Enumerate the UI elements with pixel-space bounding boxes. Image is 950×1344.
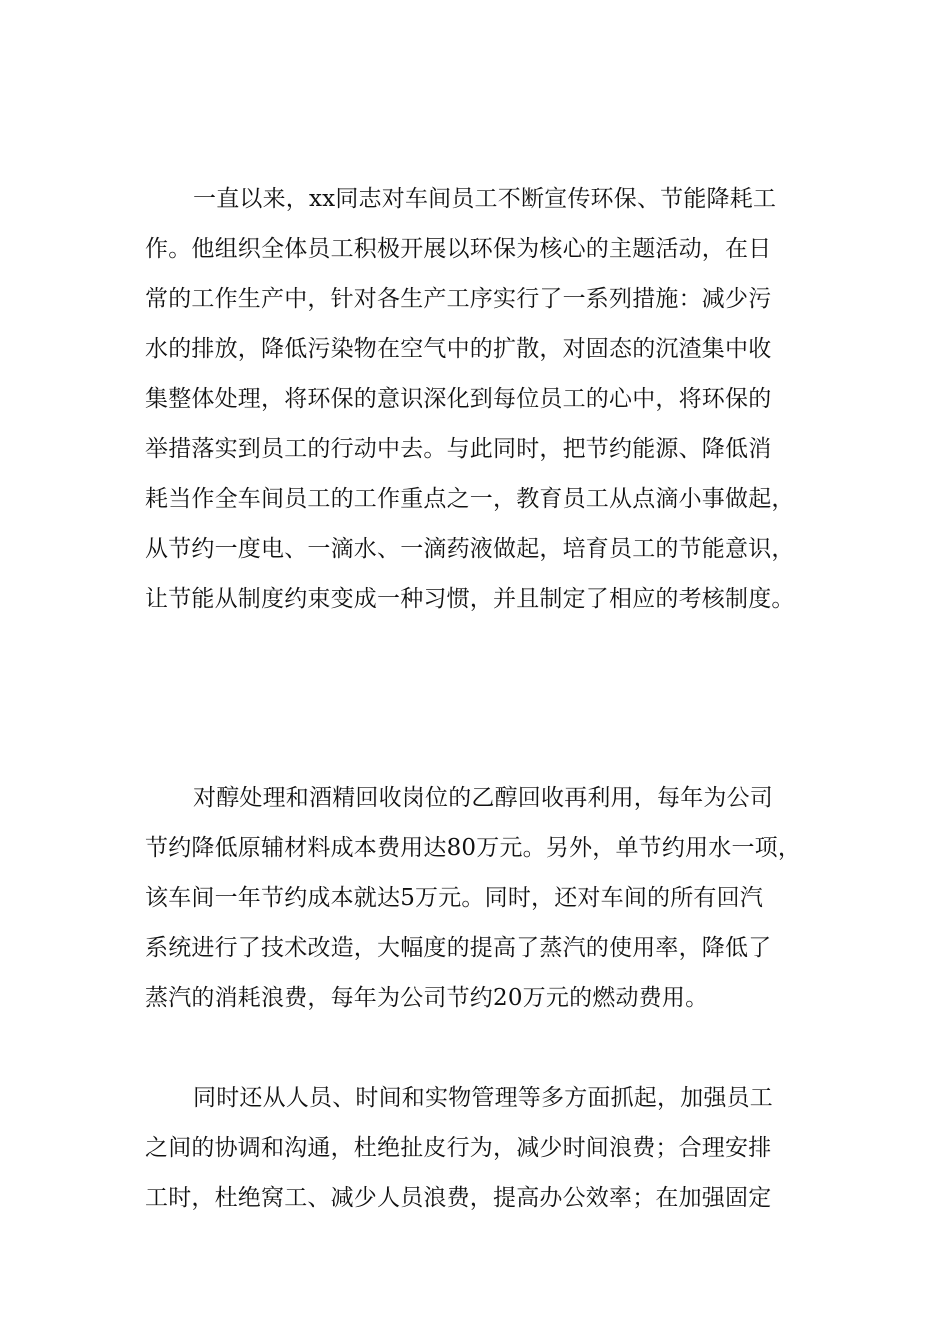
paragraph-line: 举措落实到员工的行动中去。与此同时，把节约能源、降低消 [145, 436, 772, 462]
paragraph-line: 常的工作生产中，针对各生产工序实行了一系列措施：减少污 [145, 286, 772, 312]
paragraph-line: 作。他组织全体员工积极开展以环保为核心的主题活动，在日 [145, 236, 772, 262]
paragraph-cost-savings [145, 773, 815, 1023]
paragraph-line: 耗当作全车间员工的工作重点之一，教育员工从点滴小事做起， [145, 486, 795, 512]
paragraph-line: 蒸汽的消耗浪费，每年为公司节约20万元的燃动费用。 [145, 985, 709, 1011]
paragraph-line: 水的排放，降低污染物在空气中的扩散，对固态的沉渣集中收 [145, 336, 772, 362]
paragraph-environmental-protection [145, 174, 815, 624]
paragraph-line: 让节能从制度约束变成一种习惯，并且制定了相应的考核制度。 [145, 586, 795, 612]
paragraph-line: 之间的协调和沟通，杜绝扯皮行为，减少时间浪费；合理安排 [145, 1135, 772, 1161]
paragraph-line: 从节约一度电、一滴水、一滴药液做起，培育员工的节能意识， [145, 536, 795, 562]
paragraph-line: 工时，杜绝窝工、减少人员浪费，提高办公效率；在加强固定 [145, 1185, 772, 1211]
paragraph-line: 同时还从人员、时间和实物管理等多方面抓起，加强员工 [193, 1085, 773, 1111]
paragraph-line: 节约降低原辅材料成本费用达80万元。另外，单节约用水一项， [145, 835, 802, 861]
paragraph-management [145, 1073, 815, 1223]
paragraph-line: 一直以来，xx同志对车间员工不断宣传环保、节能降耗工 [193, 186, 777, 212]
paragraph-line: 对醇处理和酒精回收岗位的乙醇回收再利用，每年为公司 [193, 785, 773, 811]
paragraph-line: 系统进行了技术改造，大幅度的提高了蒸汽的使用率，降低了 [145, 935, 772, 961]
paragraph-line: 该车间一年节约成本就达5万元。同时，还对车间的所有回汽 [145, 885, 764, 911]
paragraph-line: 集整体处理，将环保的意识深化到每位员工的心中，将环保的 [145, 386, 772, 412]
